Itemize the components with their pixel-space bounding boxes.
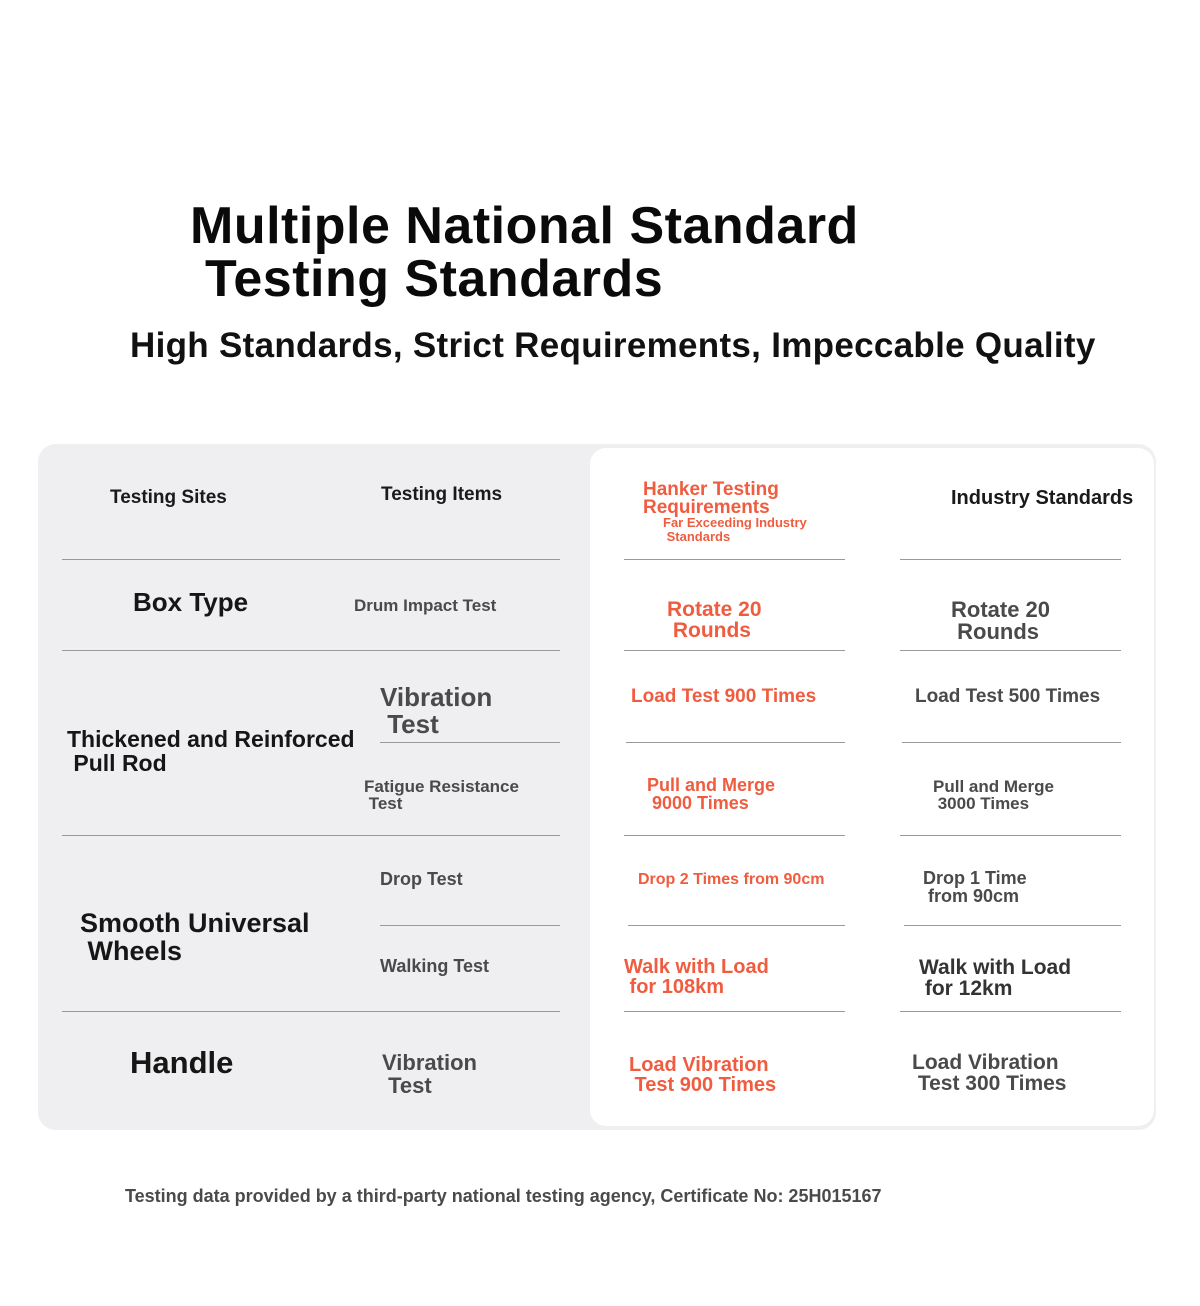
header-testing-sites: Testing Sites — [110, 487, 227, 508]
row-divider — [624, 650, 845, 651]
industry-value: Load Test 500 Times — [915, 686, 1101, 707]
item-handle-vibration: Vibration Test — [382, 1050, 477, 1098]
item-walking-test: Walking Test — [380, 956, 490, 976]
row-divider — [900, 559, 1121, 560]
row-divider — [900, 1011, 1121, 1012]
row-divider — [62, 835, 560, 836]
row-divider — [624, 1011, 845, 1012]
industry-value: Pull and Merge 3000 Times — [933, 777, 1054, 813]
hanker-value: Rotate 20 Rounds — [667, 598, 762, 642]
header-hanker-requirements: Hanker Testing Requirements — [643, 479, 779, 518]
page-subtitle: High Standards, Strict Requirements, Impeccable Quality — [130, 326, 1096, 365]
header-industry-standards: Industry Standards — [951, 487, 1134, 509]
item-vibration-test: Vibration Test — [380, 682, 493, 739]
item-drop-test: Drop Test — [380, 869, 463, 889]
hanker-value: Pull and Merge 9000 Times — [647, 775, 776, 813]
row-divider — [902, 742, 1121, 743]
row-divider — [900, 835, 1121, 836]
header-testing-items: Testing Items — [381, 484, 503, 505]
site-universal-wheels: Smooth Universal Wheels — [80, 908, 310, 966]
row-divider — [624, 835, 845, 836]
industry-value: Drop 1 Time from 90cm — [923, 868, 1027, 906]
row-divider — [380, 925, 560, 926]
industry-value: Load Vibration Test 300 Times — [912, 1051, 1067, 1095]
page-title: Multiple National Standard Testing Standards — [190, 197, 859, 308]
hanker-value: Load Vibration Test 900 Times — [629, 1054, 777, 1096]
hanker-value: Drop 2 Times from 90cm — [638, 871, 825, 888]
header-hanker-subtitle: Far Exceeding Industry Standards — [663, 515, 807, 544]
industry-value: Rotate 20 Rounds — [951, 597, 1051, 644]
row-divider — [904, 925, 1121, 926]
row-divider — [900, 650, 1121, 651]
hanker-value: Load Test 900 Times — [631, 686, 817, 707]
industry-value: Walk with Load for 12km — [919, 956, 1072, 1000]
hanker-value: Walk with Load for 108km — [624, 956, 769, 998]
item-drum-impact: Drum Impact Test — [354, 596, 497, 615]
site-handle: Handle — [130, 1045, 234, 1080]
row-divider — [624, 559, 845, 560]
item-fatigue-resistance: Fatigue Resistance Test — [364, 777, 519, 813]
row-divider — [62, 559, 560, 560]
row-divider — [628, 925, 845, 926]
site-box-type: Box Type — [133, 587, 249, 617]
footer-note: Testing data provided by a third-party national testing agency, Certificate No: 25H015167 — [125, 1186, 882, 1206]
site-pull-rod: Thickened and Reinforced Pull Rod — [67, 726, 355, 776]
row-divider — [626, 742, 845, 743]
row-divider — [62, 1011, 560, 1012]
row-divider — [62, 650, 560, 651]
row-divider — [380, 742, 560, 743]
